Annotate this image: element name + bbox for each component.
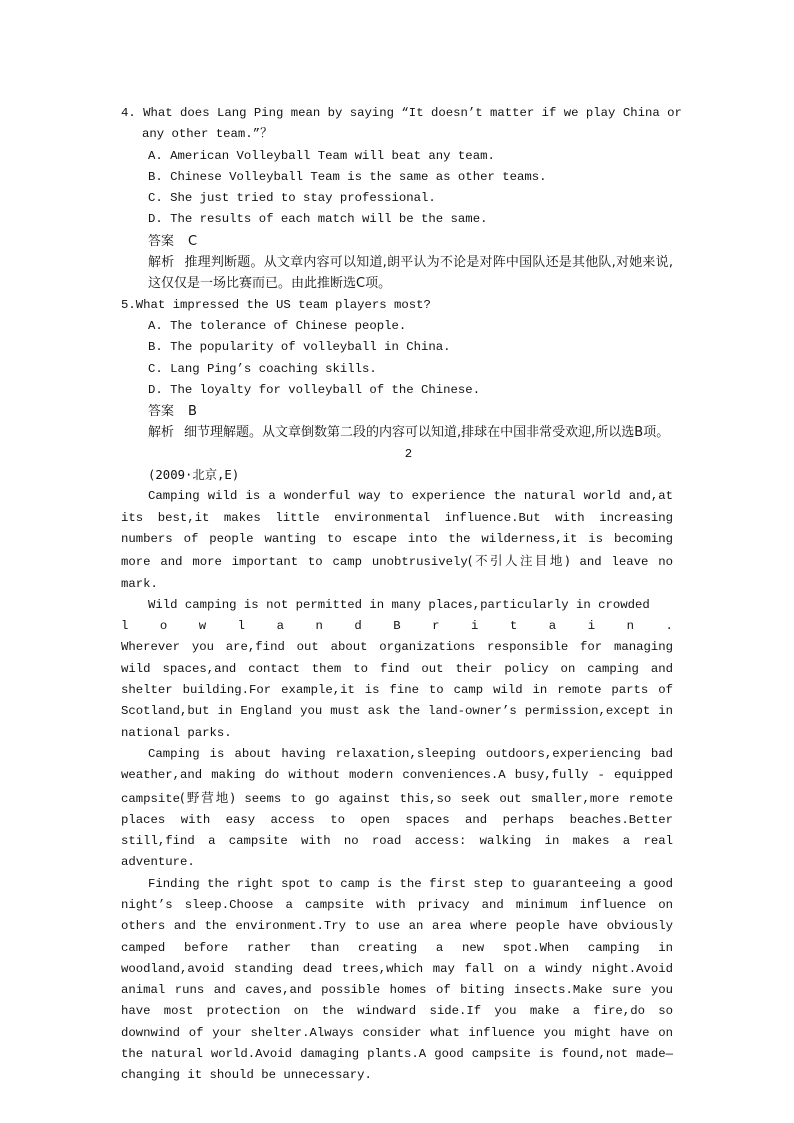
question-number: 5.: [121, 297, 136, 312]
explanation-text: 细节理解题。从文章倒数第二段的内容可以知道,排球在中国非常受欢迎,所以选B项。: [184, 425, 670, 441]
paragraph-3: Camping is about having relaxation,sleeping outdoors,experiencing bad weather,and making do without modern conveniences.A busy,fully - equipped campsite(野营地) seems to go against this,so seek out smaller,more remote places with easy access to open spaces and perhaps beaches.Better still,find a campsite with no road access: walking in makes a real adventure.: [121, 746, 673, 870]
paragraph-4: Finding the right spot to camp is the first step to guaranteeing a good night’s sleep.Choose a campsite with privacy and minimum influence on others and the environment.Try to use an area where people have obviously camped before rather than creating a new spot.When camping in woodland,avoid standing dead trees,which may fall on a windy night.Avoid animal runs and caves,and possible homes of biting insects.Make sure you have most protection on the windward side.If you make a fire,do so downwind of your shelter.Always consider what influence you might have on the natural world.Avoid damaging plants.A good campsite is found,not made—changing it should be unnecessary.: [121, 876, 673, 1083]
spread-letter: n: [626, 619, 634, 634]
option-b: B. The popularity of volleyball in China.: [148, 340, 451, 355]
spread-line: [121, 616, 673, 637]
question-number: 4.: [121, 106, 136, 120]
spread-letter: l: [121, 619, 129, 634]
spread-letter: r: [432, 619, 440, 634]
explanation-label: 解析: [148, 255, 175, 271]
question-stem: 4. What does Lang Ping mean by saying “It doesn’t matter if we play China or: [121, 106, 682, 120]
answer-value: B: [188, 404, 197, 420]
answer-value: C: [188, 233, 198, 249]
spread-letter: l: [237, 619, 246, 634]
spread-letter: i: [587, 619, 596, 634]
paragraph-2: [121, 595, 673, 744]
explanation: [121, 422, 673, 443]
option-b: B. Chinese Volleyball Team is the same as other teams.: [148, 169, 547, 184]
question-stem: 5.What impressed the US team players most?: [121, 297, 431, 312]
spread-letter: w: [198, 619, 207, 634]
reading-passage: [121, 486, 673, 1086]
answer-label: 答案: [148, 404, 175, 420]
spread-letter: a: [548, 619, 557, 634]
explanation-label: 解析: [148, 425, 175, 441]
section-number: 2: [404, 446, 413, 461]
spread-letter: t: [509, 619, 518, 634]
gloss: (野营地): [180, 789, 236, 805]
paragraph-line: Wild camping is not permitted in many places,particularly in crowded: [148, 597, 650, 612]
spread-letter: d: [354, 619, 362, 634]
option-c: C. She just tried to stay professional.: [148, 191, 436, 206]
explanation: [121, 252, 673, 295]
spread-letter: B: [393, 619, 401, 634]
spread-letter: i: [471, 619, 479, 634]
spread-letter: .: [665, 619, 673, 634]
answer-line: [121, 401, 673, 422]
question-5: [121, 295, 673, 444]
paragraph-text: Wherever you are,find out about organizations responsible for managing wild spaces,and contact them to find out their policy on camping and shelter building.For example,it is fine to camp wild in remote parts of Scotland,but in England you must ask the land-owner’s permission,except in national parks.: [121, 640, 673, 740]
option-a: A. American Volleyball Team will beat any team.: [148, 148, 495, 163]
option-d: D. The results of each match will be the same.: [148, 212, 488, 227]
paragraph-1: Camping wild is a wonderful way to experience the natural world and,at its best,it makes little environmental influence.But with increasing numbers of people wanting to escape into the wilderness,it is becoming more and more important to camp unobtrusively(不引人注目地) and leave no mark.: [121, 489, 673, 591]
question-4: [121, 103, 682, 295]
option-c: C. Lang Ping’s coaching skills.: [148, 361, 377, 376]
spread-letter: n: [315, 619, 323, 634]
question-stem-continued: any other team.”？: [142, 127, 273, 142]
option-a: A. The tolerance of Chinese people.: [148, 318, 407, 333]
passage-source: (2009·北京,E): [148, 468, 240, 483]
question-block: [121, 103, 682, 1087]
option-d: D. The loyalty for volleyball of the Chinese.: [148, 382, 481, 397]
answer-label: 答案: [148, 233, 175, 249]
spread-letter: a: [276, 619, 284, 634]
answer-line: [121, 231, 673, 252]
gloss: (不引人注目地): [467, 553, 570, 569]
explanation-text: 推理判断题。从文章内容可以知道,朗平认为不论是对阵中国队还是其他队,对她来说,这仅仅是一场比赛而已。由此推断选C项。: [148, 255, 673, 292]
spread-letter: o: [159, 619, 168, 634]
